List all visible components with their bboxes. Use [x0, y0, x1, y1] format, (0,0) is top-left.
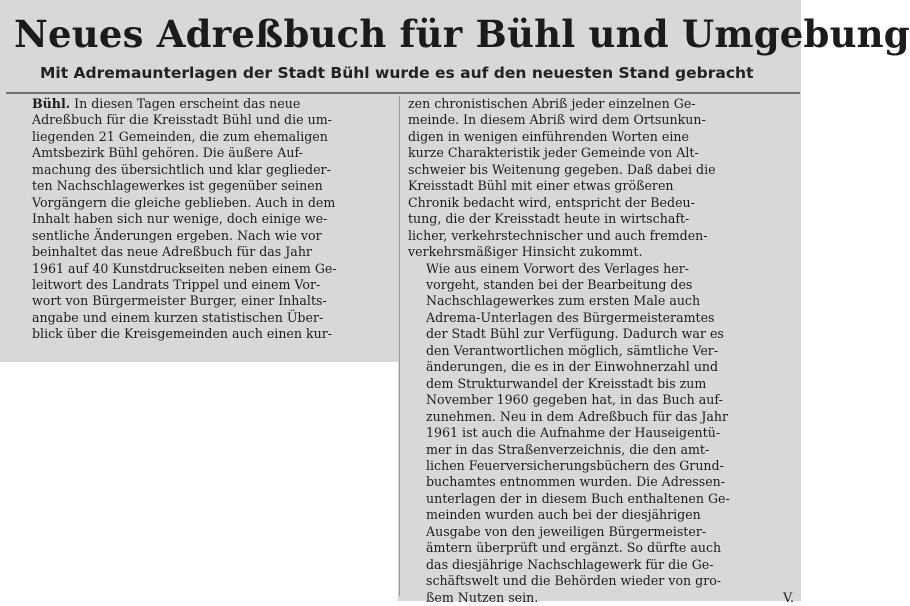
headline: Neues Adreßbuch für Bühl und Umgebung: [14, 12, 910, 56]
author-signature: V.: [783, 589, 794, 605]
right-paragraph-2: [408, 261, 794, 606]
right-paragraph-1: zen chronistischen Abriß jeder einzelnen Ge- meinde. In diesem Abriß wird dem Ortsunkun- digen in wenigen einführenden Worten eine kurze Charakteristik jeder Gemeinde von Alt- schweier bis Weitenung gegeben. Daß dabei die Kreisstadt Bühl mit einer etwas größeren Chronik bedacht wird, entspricht der Bedeu- tung, die der Kreisstadt heute in wirtschaft- licher, verkehrstechnischer und auch fremden- verkehrsmäßiger Hinsicht zukommt.: [408, 96, 716, 260]
left-paragraph: [14, 96, 392, 343]
headline-rule: [6, 92, 800, 94]
article-column-left: [14, 96, 392, 343]
dateline: Bühl.: [32, 96, 71, 111]
subheadline: Mit Adremaunterlagen der Stadt Bühl wurde es auf den neuesten Stand gebracht: [40, 64, 754, 82]
left-column-text: In diesen Tagen erscheint das neue Adreßbuch für die Kreisstadt Bühl und die um- liegenden 21 Gemeinden, die zum ehemaligen Amtsbezirk Bühl gehören. Die äußere Auf- machung des übersichtlich und klar geglieder- ten Nachschlagewerkes ist gegenüber seinen Vorgängern die gleiche geblieben. Auch in dem Inhalt haben sich nur wenige, doch einige we- sentliche Änderungen ergeben. Nach wie vor beinhaltet das neue Adreßbuch für das Jahr 1961 auf 40 Kunstdruckseiten neben einem Ge- leitwort des Landrats Trippel und einem Vor- wort von Bürgermeister Burger, einer Inhalts- angabe und einem kurzen statistischen Über- blick über die Kreisgemeinden auch einen kur-: [32, 96, 337, 342]
right-paragraph-2-text: Wie aus einem Vorwort des Verlages her- vorgeht, standen bei der Bearbeitung des Nachschlagewerkes zum ersten Male auch Adrema-Unterlagen des Bürgermeisteramtes der Stadt Bühl zur Verfügung. Dadurch war es den Verantwortlichen möglich, sämtliche Ver- änderungen, die es in der Einwohnerzahl und dem Strukturwandel der Kreisstadt bis zum November 1960 gegeben hat, in das Buch auf- zunehmen. Neu in dem Adreßbuch für das Jahr 1961 ist auch die Aufnahme der Hauseigentü- mer in das Straßenverzeichnis, die den amt- lichen Feuerversicherungsbüchern des Grund- buchamtes entnommen wurden. Die Adressen- unterlagen der in diesem Buch enthaltenen Ge- meinden wurden auch bei der diesjährigen Ausgabe von den jeweiligen Bürgermeister- ämtern überprüft und ergänzt. So dürfte auch das diesjährige Nachschlagewerk für die Ge- schäftswelt und die Behörden wieder von gro- ßem Nutzen sein.: [426, 260, 730, 605]
column-divider: [399, 96, 400, 596]
article-column-right: [408, 96, 794, 606]
